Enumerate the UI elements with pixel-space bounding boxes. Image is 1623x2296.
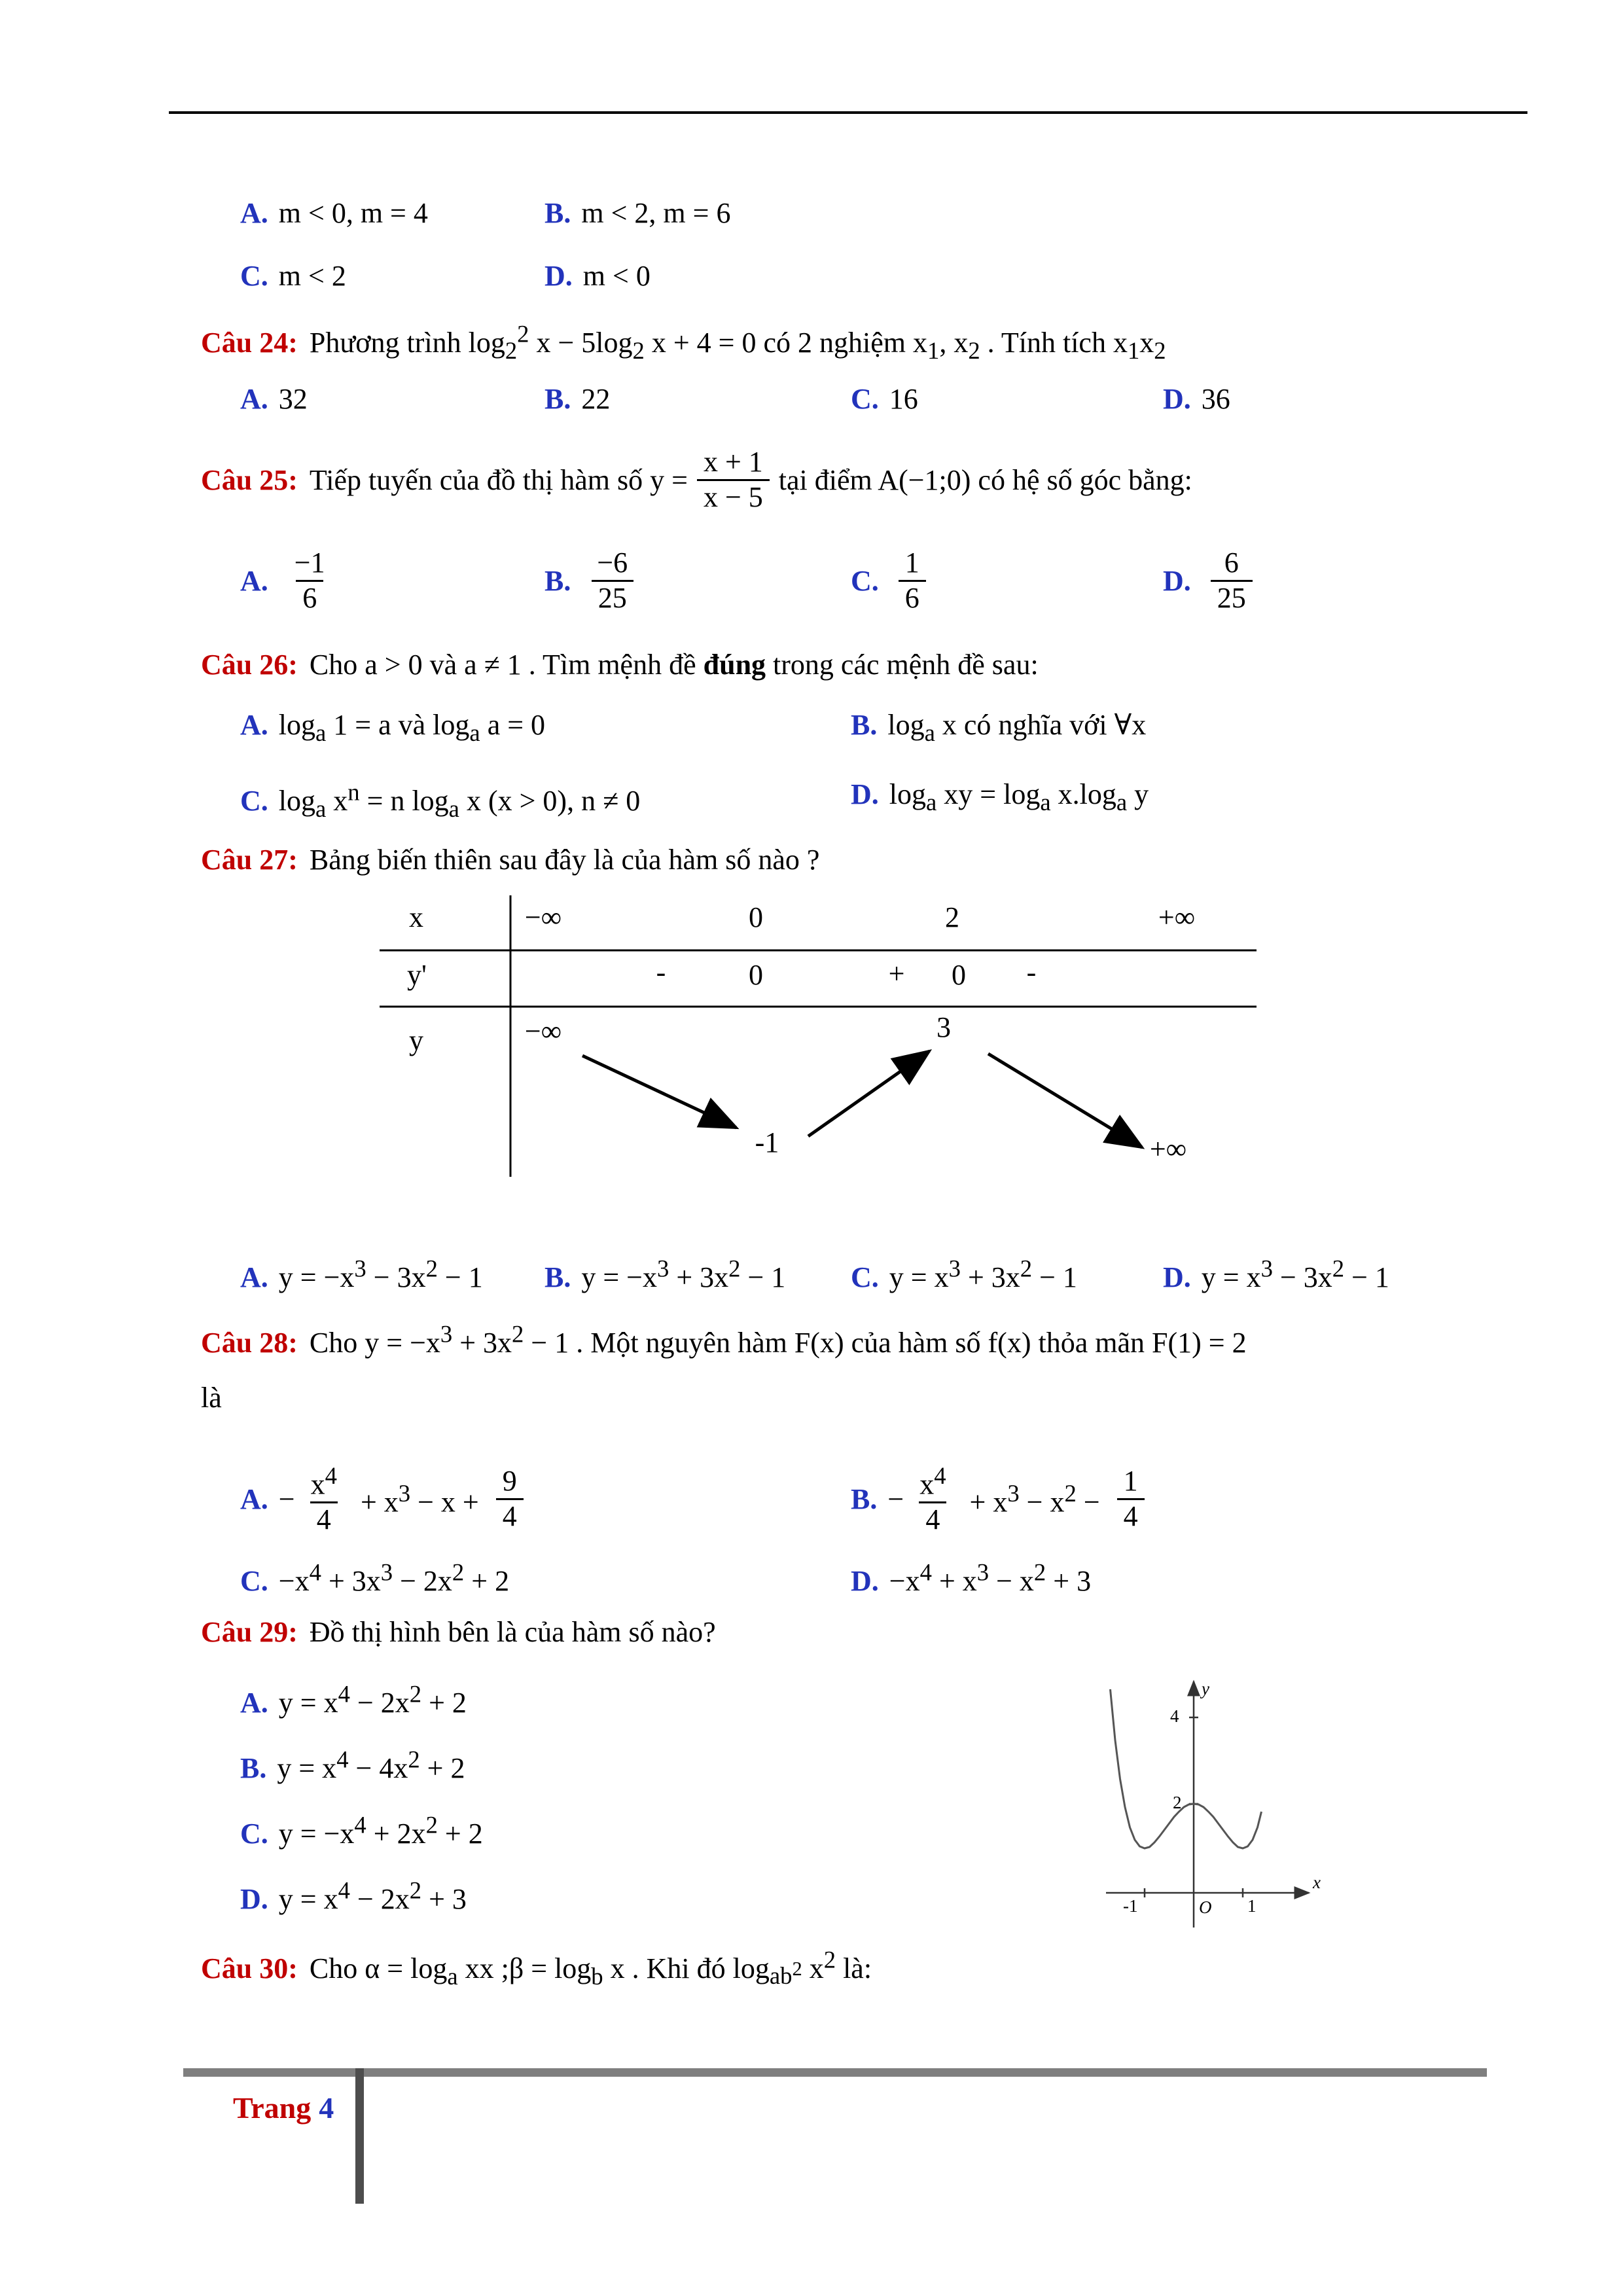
question-25: [201, 437, 1192, 522]
option-text: $\log_a x^n = n$ $\log_a x$ (x > 0), n ≠ 0: [278, 778, 641, 822]
option-a: [240, 547, 544, 615]
carryover-options-row-2: [240, 259, 651, 293]
question-29-option-d: [240, 1876, 467, 1916]
table-x-value: −∞: [524, 901, 562, 933]
question-text: Cho $\alpha = \log_a$ xx ;β = $\log_b x$ . Khi đó $\log_{ab^2} x^2$ là:: [309, 1946, 872, 1990]
option-b: [240, 1745, 465, 1785]
question-text: Phương trình $\log_2^2 x - 5\log_2$ x + 4 = 0 có 2 nghiệm $x_1$, $x_2$ . Tính tích $x_1x_2$: [309, 320, 1166, 364]
fraction-denominator: 4: [1117, 1498, 1145, 1534]
option-letter: B.: [544, 197, 571, 229]
question-text: Cho a > 0 và a ≠ 1 . Tìm mệnh đề đúng trong các mệnh đề sau:: [309, 649, 1039, 681]
option-c: [240, 259, 544, 293]
table-x-value: 2: [945, 901, 959, 933]
option-b: [851, 708, 1146, 747]
option-letter: C.: [851, 383, 879, 415]
table-y-label: y: [409, 1024, 423, 1056]
option-letter: D.: [1163, 565, 1191, 597]
option-letter: B.: [851, 709, 878, 741]
fraction: [899, 547, 926, 615]
function-graph: [1093, 1666, 1361, 1941]
option-letter: C.: [240, 1564, 268, 1597]
question-text: Bảng biến thiên sau đây là của hàm số nào ?: [309, 844, 820, 876]
fraction-numerator: 6: [1224, 547, 1239, 579]
question-28-options-row-2: [240, 1558, 1091, 1598]
option-text: $y = x^4 - 2x^2 + 3$: [278, 1876, 467, 1915]
question-28-options-row-1: [240, 1452, 1154, 1547]
option-a: [240, 708, 851, 747]
option-letter: D.: [240, 1882, 268, 1915]
option-c: [240, 1558, 851, 1598]
option-text: + $x^3 - x$ +: [360, 1480, 479, 1518]
option-b: [851, 1462, 1154, 1537]
fraction-denominator: 25: [592, 580, 633, 615]
option-b: [544, 196, 730, 230]
fraction-denominator: 6: [296, 580, 323, 615]
fraction-numerator: 1: [904, 547, 919, 579]
quartic-curve: [1111, 1689, 1262, 1848]
page-number: 4: [319, 2091, 334, 2125]
question-label: Câu 24:: [201, 326, 298, 359]
table-y-minimum: -1: [755, 1126, 779, 1158]
fraction-numerator: −1: [294, 547, 325, 579]
origin-label: O: [1199, 1897, 1212, 1917]
fraction: [496, 1465, 524, 1533]
option-d: [1163, 382, 1230, 416]
option-text: $-x^4 + 3x^3 - 2x^2 + 2$: [278, 1558, 510, 1597]
question-28-continuation: [201, 1381, 222, 1414]
x-axis-label: x: [1313, 1873, 1321, 1892]
option-text: 32: [278, 383, 308, 415]
option-letter: B.: [851, 1483, 878, 1515]
option-text: $y = x^3 + 3x^2 - 1$: [889, 1255, 1077, 1293]
option-letter: C.: [240, 784, 268, 817]
arrow-decreasing-1: [582, 1056, 736, 1128]
option-a: [240, 196, 544, 230]
fraction-numerator: 9: [502, 1465, 517, 1498]
question-text-pre: Tiếp tuyến của đồ thị hàm số y =: [309, 463, 688, 496]
question-text: Cho $y = -x^3 + 3x^2 - 1$ . Một nguyên hàm F(x) của hàm số f(x) thỏa mãn F(1) = 2: [309, 1320, 1247, 1359]
option-text: $\log_a 1 = a$ và $\log_a a = 0$: [278, 709, 546, 746]
option-text: $y = -x^3 - 3x^2 - 1$: [278, 1255, 483, 1293]
option-d: [851, 1558, 1091, 1598]
fraction-denominator: 25: [1211, 580, 1253, 615]
variation-table-graphics: [380, 895, 1257, 1177]
option-b: [544, 547, 851, 615]
option-d: [1163, 1254, 1389, 1294]
option-c: [240, 778, 851, 822]
table-yprime-sign: -: [656, 956, 666, 988]
option-letter: B.: [240, 1751, 267, 1784]
fraction: [913, 1462, 952, 1537]
option-b: [544, 382, 851, 416]
question-26-options-row-1: [240, 708, 1146, 747]
option-letter: B.: [544, 1261, 571, 1293]
question-26-options-row-2: [240, 778, 1149, 822]
page-label: Trang: [233, 2091, 312, 2125]
table-x-value: 0: [749, 901, 763, 933]
question-28: [201, 1319, 1247, 1359]
fraction-numerator: $x^4$: [919, 1462, 946, 1501]
question-24-options: [240, 382, 1230, 416]
option-a: [240, 1462, 851, 1537]
option-letter: B.: [544, 565, 571, 597]
y-tick-label-2: 2: [1173, 1793, 1182, 1812]
option-letter: D.: [851, 778, 879, 810]
page-footer: [233, 2090, 334, 2125]
option-c: [851, 1254, 1163, 1294]
question-29-option-b: [240, 1745, 465, 1785]
fraction-numerator: $x^4$: [310, 1462, 337, 1501]
option-letter: D.: [1163, 383, 1191, 415]
table-y-maximum: 3: [936, 1011, 951, 1043]
fraction: [304, 1462, 344, 1537]
option-text: m < 0, m = 4: [278, 197, 428, 229]
question-label: Câu 25:: [201, 463, 298, 496]
arrow-increasing: [808, 1051, 929, 1136]
option-a: [240, 1254, 544, 1294]
arrow-decreasing-2: [988, 1054, 1142, 1147]
question-24: [201, 319, 1166, 364]
question-29: [201, 1615, 716, 1649]
variation-table: [380, 895, 1257, 1177]
question-27: [201, 843, 819, 876]
option-letter: D.: [851, 1564, 879, 1597]
option-text: m < 2, m = 6: [581, 197, 731, 229]
option-text: 36: [1201, 383, 1230, 415]
option-d: [544, 259, 651, 293]
option-c: [851, 547, 1163, 615]
fraction-denominator: 6: [899, 580, 926, 615]
fraction: [697, 446, 770, 514]
table-x-value: +∞: [1158, 901, 1196, 933]
fraction: [1117, 1465, 1145, 1533]
question-27-options: [240, 1254, 1389, 1294]
table-yprime-sign: -: [1026, 956, 1037, 988]
question-label: Câu 27:: [201, 844, 298, 876]
question-26: [201, 648, 1039, 681]
header-rule: [169, 111, 1527, 114]
option-text: m < 0: [582, 260, 651, 292]
table-yprime-sign: +: [888, 958, 905, 990]
option-text: $\log_a$ xy = $\log_a x.\log_a$ y: [889, 778, 1149, 816]
fraction-denominator: 4: [496, 1498, 524, 1534]
footer-rule: [183, 2068, 1487, 2077]
question-25-options: [240, 533, 1262, 628]
option-text: $y = x^4 - 4x^2 + 2$: [277, 1746, 465, 1784]
table-yprime-label: y': [407, 959, 427, 991]
table-yprime-sign: 0: [952, 959, 966, 991]
question-label: Câu 29:: [201, 1616, 298, 1648]
option-letter: A.: [240, 383, 268, 415]
fraction-numerator: −6: [597, 547, 628, 579]
option-letter: C.: [240, 260, 268, 292]
option-letter: A.: [240, 1261, 268, 1293]
option-letter: B.: [544, 383, 571, 415]
option-d: [851, 778, 1149, 822]
option-letter: C.: [240, 1817, 268, 1850]
table-x-label: x: [409, 901, 423, 933]
option-letter: A.: [240, 1483, 268, 1515]
option-letter: C.: [851, 565, 879, 597]
option-text: $-x^4 + x^3 - x^2 + 3$: [889, 1558, 1092, 1597]
option-letter: A.: [240, 1686, 268, 1719]
fraction: [1211, 547, 1253, 615]
option-text: m < 2: [278, 260, 346, 292]
option-a: [240, 1679, 467, 1719]
question-29-option-c: [240, 1810, 483, 1850]
option-text: $y = x^4 - 2x^2 + 2$: [278, 1680, 467, 1719]
option-letter: A.: [240, 565, 268, 597]
table-yprime-sign: 0: [749, 959, 763, 991]
x-tick-label-1: 1: [1247, 1896, 1257, 1916]
x-tick-label-minus-1: -1: [1123, 1896, 1138, 1916]
question-label: Câu 26:: [201, 649, 298, 681]
fraction-denominator: x − 5: [697, 479, 770, 514]
option-text: $y = -x^3 + 3x^2 - 1$: [581, 1255, 786, 1293]
table-y-limit-left: −∞: [524, 1015, 562, 1047]
option-text: + $x^3 - x^2$ −: [969, 1480, 1100, 1518]
carryover-options-row-1: [240, 196, 730, 230]
option-c: [851, 382, 1163, 416]
question-30: [201, 1945, 872, 1990]
option-text: $y = x^3 - 3x^2 - 1$: [1201, 1255, 1389, 1293]
option-a: [240, 382, 544, 416]
fraction-numerator: x + 1: [703, 445, 763, 478]
option-d: [1163, 547, 1262, 615]
option-text: $\log_a x$ có nghĩa với ∀x: [887, 709, 1147, 746]
question-29-option-a: [240, 1679, 467, 1719]
option-letter: D.: [1163, 1261, 1191, 1293]
question-text-post: tại điểm A(−1;0) có hệ số góc bằng:: [778, 463, 1192, 496]
minus-sign: −: [887, 1483, 904, 1515]
y-tick-label-4: 4: [1170, 1706, 1179, 1726]
option-b: [544, 1254, 851, 1294]
minus-sign: −: [278, 1483, 295, 1515]
option-letter: D.: [544, 260, 573, 292]
option-letter: A.: [240, 197, 268, 229]
option-d: [240, 1876, 467, 1916]
option-text: 16: [889, 383, 918, 415]
question-label: Câu 30:: [201, 1952, 298, 1984]
fraction-denominator: 4: [310, 1501, 338, 1537]
fraction-numerator: 1: [1123, 1465, 1138, 1498]
fraction-denominator: 4: [919, 1501, 946, 1537]
question-text: là: [201, 1382, 222, 1414]
footer-vertical-bar: [355, 2068, 364, 2204]
table-y-limit-right: +∞: [1149, 1133, 1187, 1165]
option-text: 22: [581, 383, 611, 415]
question-label: Câu 28:: [201, 1326, 298, 1359]
y-axis-label: y: [1202, 1679, 1209, 1698]
fraction: [288, 547, 332, 615]
option-text: $y = -x^4 + 2x^2 + 2$: [278, 1811, 483, 1850]
question-text: Đồ thị hình bên là của hàm số nào?: [309, 1616, 716, 1648]
option-letter: A.: [240, 709, 268, 741]
option-c: [240, 1810, 483, 1850]
option-letter: C.: [851, 1261, 879, 1293]
fraction: [590, 547, 634, 615]
